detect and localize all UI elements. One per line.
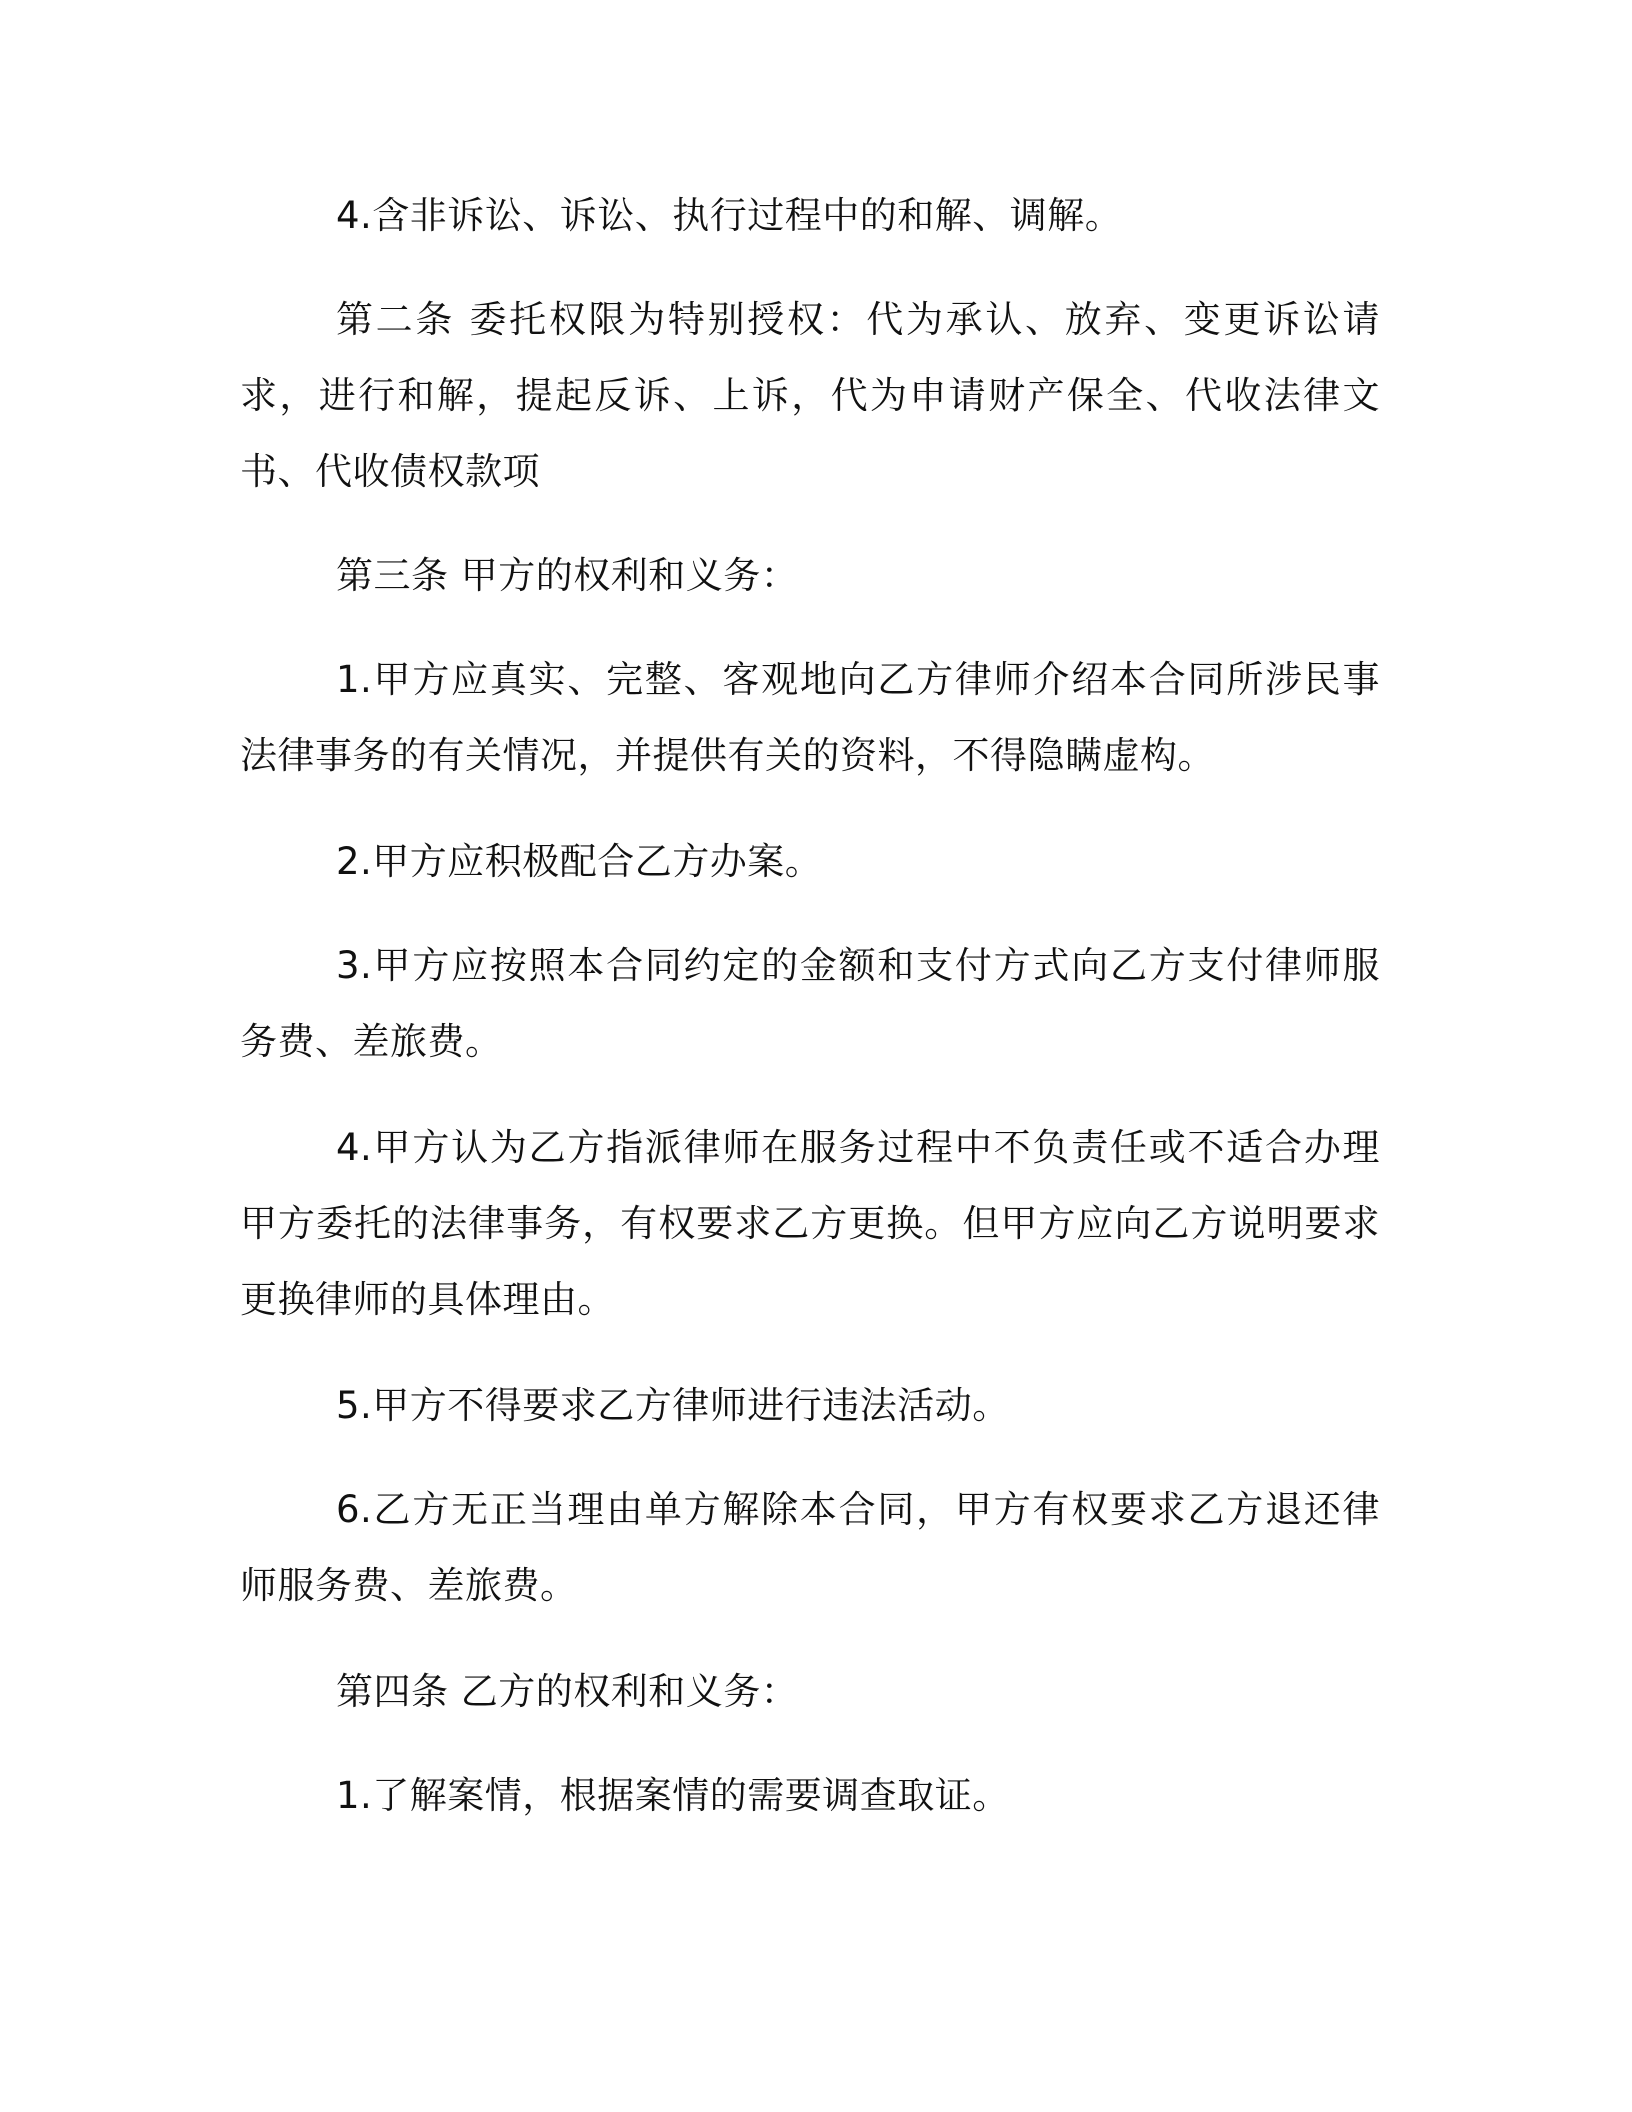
paragraph-article-2: 第二条 委托权限为特别授权：代为承认、放弃、变更诉讼请求，进行和解，提起反诉、上诉，代为申请财产保全、代收法律文书、代收债权款项 (240, 298, 1380, 493)
paragraph-article-3-item-4: 4.甲方认为乙方指派律师在服务过程中不负责任或不适合办理甲方委托的法律事务，有权要求乙方更换。但甲方应向乙方说明要求更换律师的具体理由。 (240, 1126, 1380, 1321)
paragraph-article-3-item-2: 2.甲方应积极配合乙方办案。 (336, 840, 823, 883)
paragraph-article-3-item-6: 6.乙方无正当理由单方解除本合同，甲方有权要求乙方退还律师服务费、差旅费。 (240, 1488, 1380, 1607)
paragraph-clause-1-4: 4.含非诉讼、诉讼、执行过程中的和解、调解。 (336, 194, 1123, 237)
paragraph-article-3-item-5: 5.甲方不得要求乙方律师进行违法活动。 (336, 1384, 1010, 1427)
paragraph-article-4-heading: 第四条 乙方的权利和义务： (336, 1670, 799, 1713)
paragraph-article-3-heading: 第三条 甲方的权利和义务： (336, 554, 799, 597)
paragraph-article-3-item-3: 3.甲方应按照本合同约定的金额和支付方式向乙方支付律师服务费、差旅费。 (240, 944, 1380, 1063)
paragraph-article-3-item-1: 1.甲方应真实、完整、客观地向乙方律师介绍本合同所涉民事法律事务的有关情况，并提供有关的资料，不得隐瞒虚构。 (240, 658, 1380, 777)
paragraph-article-4-item-1: 1.了解案情，根据案情的需要调查取证。 (336, 1774, 1010, 1817)
